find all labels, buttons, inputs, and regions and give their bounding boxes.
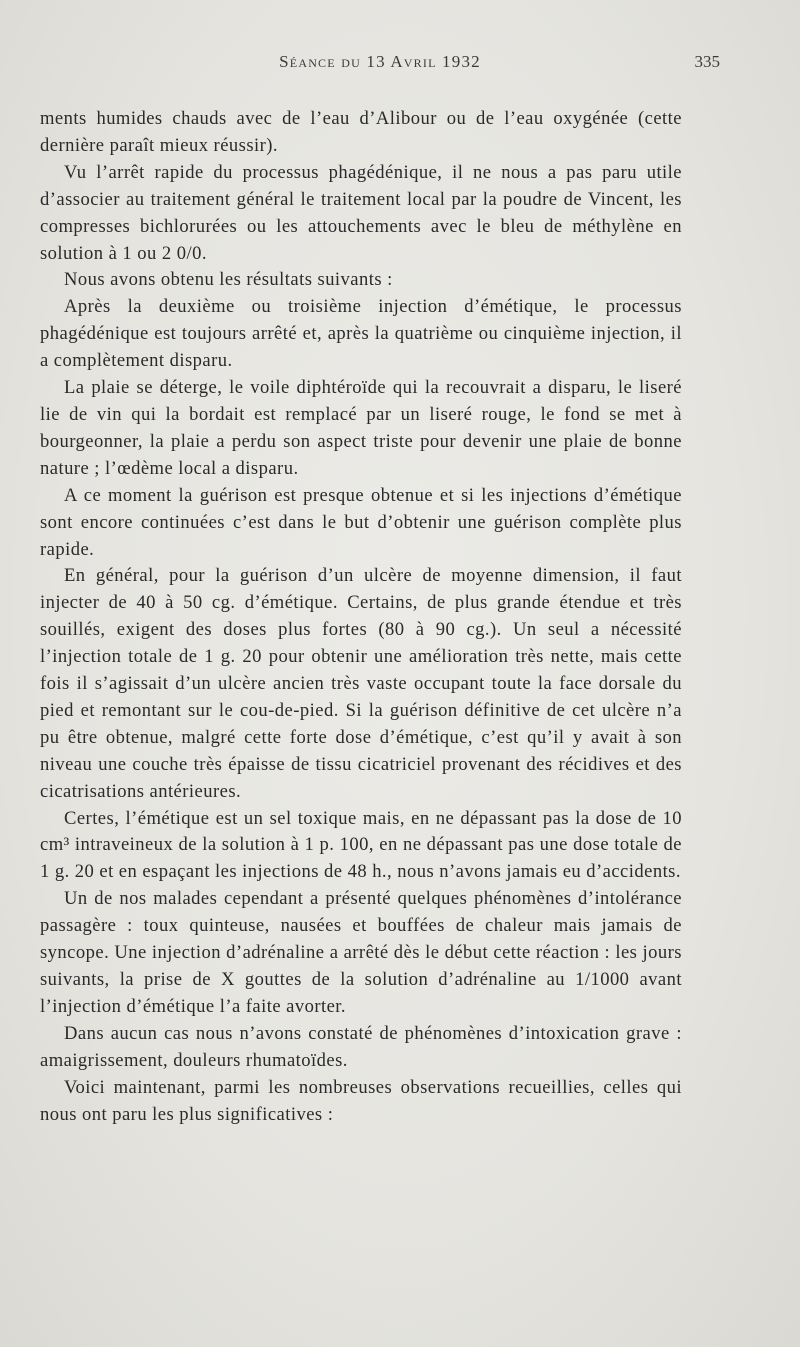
page-header bbox=[40, 52, 720, 82]
paragraph: Vu l’arrêt rapide du processus phagédénique, il ne nous a pas paru utile d’associer au traitement général le traitement local par la poudre de Vincent, les compresses bichlorurées ou les attouchements avec le bleu de méthylène en solution à 1 ou 2 0/0. bbox=[40, 161, 682, 264]
paragraph-continuation: ments humides chauds avec de l’eau d’Alibour ou de l’eau oxygénée (cette dernière paraît mieux réussir). bbox=[40, 108, 682, 156]
paragraph: A ce moment la guérison est presque obtenue et si les injections d’émétique sont encore continuées c’est dans le but d’obtenir une guérison complète plus rapide. bbox=[40, 484, 682, 560]
paragraph: Un de nos malades cependant a présenté quelques phénomènes d’intolérance passagère : toux quinteuse, nausées et bouffées de chaleur mais jamais de syncope. Une injection d’adrénaline a arrêté dès le début cette réaction : les jours suivants, la prise de X gouttes de la solution d’adrénaline au 1/1000 avant l’injection d’émétique l’a faite avorter. bbox=[40, 888, 682, 1017]
page-number: 335 bbox=[694, 52, 720, 71]
paragraph: Voici maintenant, parmi les nombreuses observations recueillies, celles qui nous ont paru les plus significatives : bbox=[40, 1076, 682, 1125]
paragraph: Nous avons obtenu les résultats suivants : bbox=[64, 269, 393, 291]
body-text bbox=[40, 106, 682, 1128]
paragraph: Certes, l’émétique est un sel toxique mais, en ne dépassant pas la dose de 10 cm³ intraveineux de la solution à 1 p. 100, en ne dépassant pas une dose totale de 1 g. 20 et en espaçant les injections de 48 h., nous n’avons jamais eu d’accidents. bbox=[40, 807, 682, 883]
paragraph: En général, pour la guérison d’un ulcère de moyenne dimension, il faut injecter de 40 à 50 cg. d’émétique. Certains, de plus grande étendue et très souillés, exigent des doses plus fortes (80 à 90 cg.). Un seul a nécessité l’injection totale de 1 g. 20 pour obtenir une amélioration très nette, mais cette fois il s’agissait d’un ulcère ancien très vaste occupant toute la face dorsale du pied et remontant sur le cou-de-pied. Si la guérison définitive de cet ulcère n’a pu être obtenue, malgré cette forte dose d’émétique, c’est qu’il y avait à son niveau une couche très épaisse de tissu cicatriciel provenant des récidives et des cicatrisations antérieures. bbox=[40, 565, 682, 802]
running-head: Séance du 13 Avril 1932 bbox=[279, 52, 481, 71]
paragraph: La plaie se déterge, le voile diphtéroïde qui la recouvrait a disparu, le liseré lie de vin qui la bordait est remplacé par un liseré rouge, le fond se met à bourgeonner, la plaie a perdu son aspect triste pour devenir une plaie de bonne nature ; l’œdème local a disparu. bbox=[40, 377, 682, 479]
paragraph: Dans aucun cas nous n’avons constaté de phénomènes d’intoxication grave : amaigrissement, douleurs rhumatoïdes. bbox=[40, 1022, 682, 1071]
paragraph: Après la deuxième ou troisième injection d’émétique, le processus phagédénique est toujours arrêté et, après la quatrième ou cinquième injection, il a complètement disparu. bbox=[40, 296, 682, 372]
